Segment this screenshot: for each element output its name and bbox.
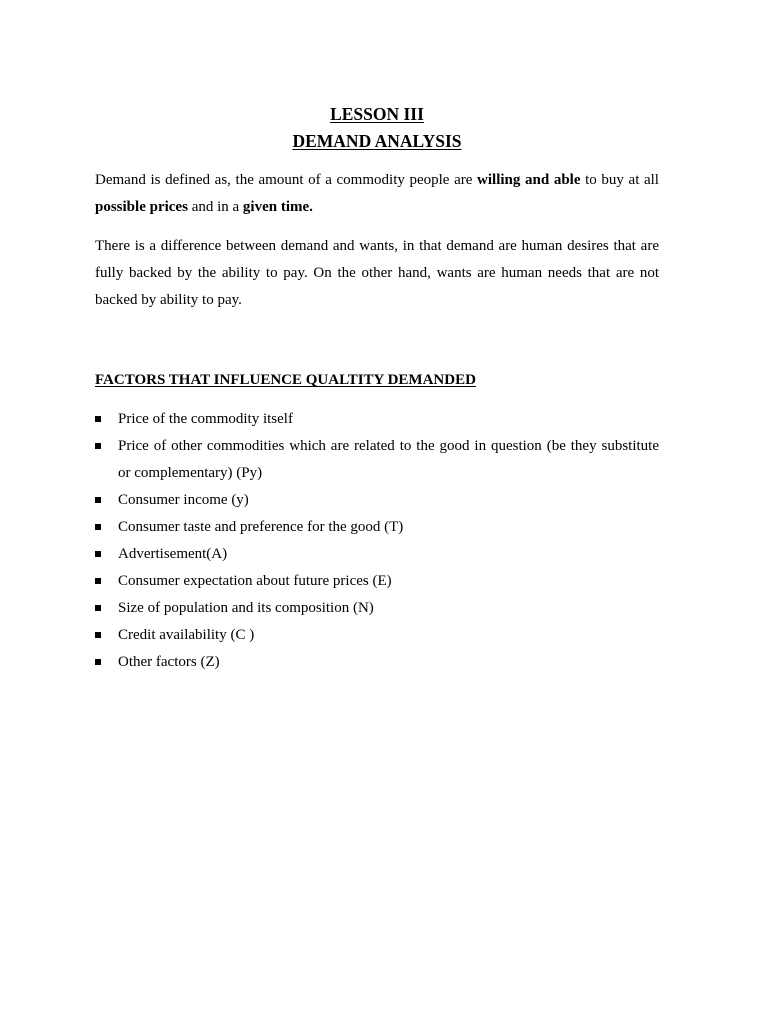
list-item bbox=[95, 649, 659, 676]
list-item bbox=[95, 406, 659, 433]
demand-vs-wants-paragraph: There is a difference between demand and wants, in that demand are human desires that are fully backed by the ability to pay. On the other hand, wants are human needs that are not backed by ability to pay. bbox=[95, 238, 659, 308]
list-item bbox=[95, 595, 659, 622]
factor-text: Size of population and its composition (N) bbox=[118, 600, 374, 616]
definition-text-1: Demand is defined as, the amount of a commodity people are bbox=[95, 172, 478, 188]
square-bullet-icon bbox=[95, 578, 101, 584]
factor-text: Consumer expectation about future prices (E) bbox=[118, 573, 392, 589]
square-bullet-icon bbox=[95, 497, 101, 503]
factors-section-heading: FACTORS THAT INFLUENCE QUALTITY DEMANDED bbox=[95, 372, 476, 388]
lesson-title-block bbox=[95, 101, 659, 155]
factor-text: Consumer income (y) bbox=[118, 492, 249, 508]
square-bullet-icon bbox=[95, 551, 101, 557]
factor-text: Price of the commodity itself bbox=[118, 411, 293, 427]
list-item bbox=[95, 514, 659, 541]
square-bullet-icon bbox=[95, 605, 101, 611]
definition-bold-possible-prices: possible prices bbox=[95, 199, 188, 215]
demand-definition-paragraph bbox=[95, 167, 659, 221]
factor-text: Price of other commodities which are related to the good in question (be they substitute or complementary) (Py) bbox=[118, 438, 659, 481]
square-bullet-icon bbox=[95, 632, 101, 638]
lesson-number-heading: LESSON III bbox=[330, 104, 424, 124]
definition-text-3: and in a bbox=[187, 199, 243, 215]
list-item bbox=[95, 433, 659, 487]
factor-text: Other factors (Z) bbox=[118, 654, 220, 670]
square-bullet-icon bbox=[95, 416, 101, 422]
factor-text: Consumer taste and preference for the good (T) bbox=[118, 519, 404, 535]
factor-text: Advertisement(A) bbox=[118, 546, 228, 562]
lesson-topic-heading: DEMAND ANALYSIS bbox=[292, 131, 462, 151]
square-bullet-icon bbox=[95, 659, 101, 665]
definition-bold-willing-able: willing and able bbox=[477, 172, 581, 188]
definition-text-2: to buy at all bbox=[580, 172, 659, 188]
list-item bbox=[95, 487, 659, 514]
factors-list bbox=[95, 406, 659, 676]
list-item bbox=[95, 541, 659, 568]
square-bullet-icon bbox=[95, 443, 101, 449]
definition-bold-given-time: given time. bbox=[242, 199, 313, 215]
list-item bbox=[95, 622, 659, 649]
list-item bbox=[95, 568, 659, 595]
square-bullet-icon bbox=[95, 524, 101, 530]
factor-text: Credit availability (C ) bbox=[118, 627, 255, 643]
